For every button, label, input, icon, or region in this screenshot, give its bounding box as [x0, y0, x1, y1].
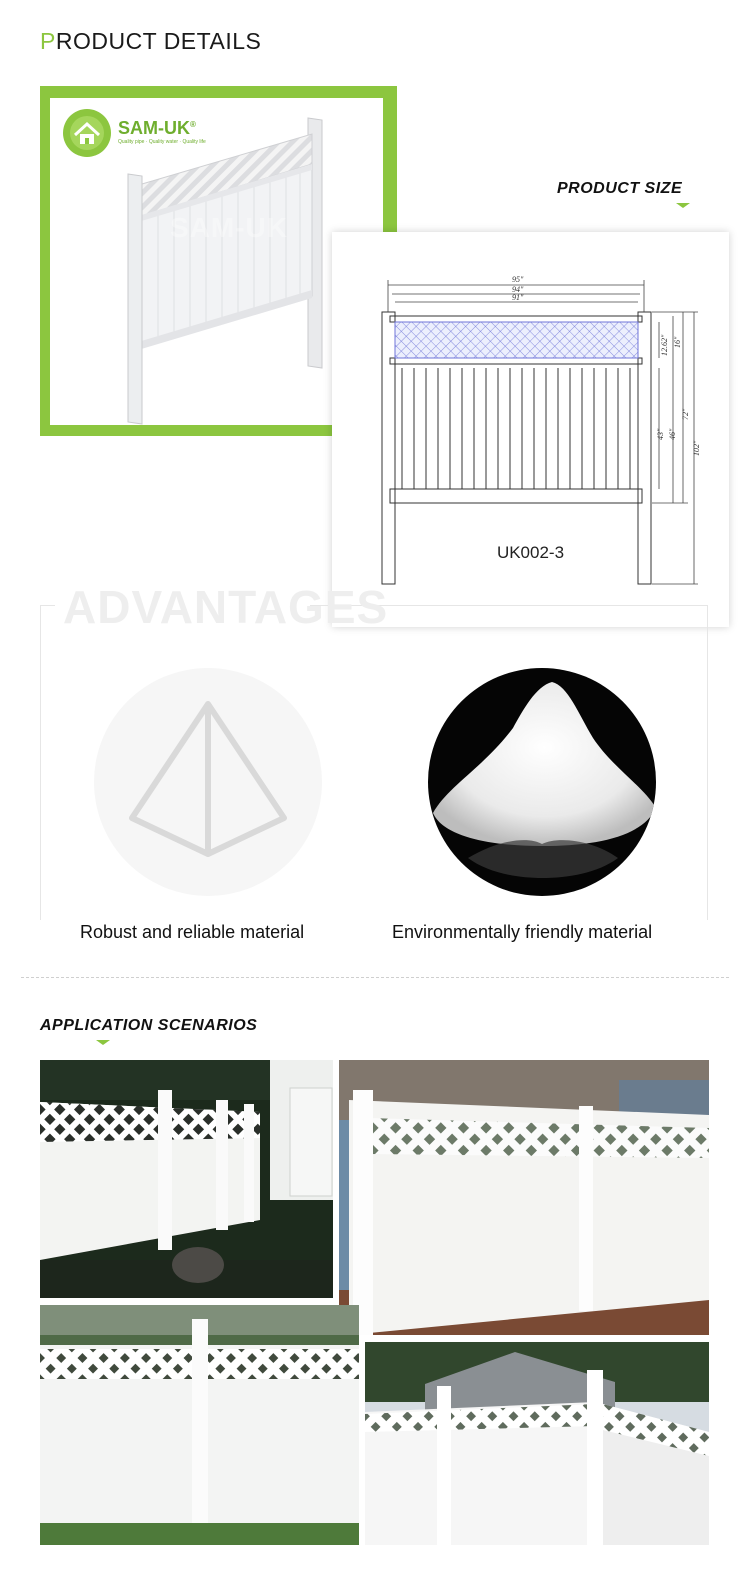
dim-post-height: 102"	[692, 440, 701, 456]
page-title-first-letter: P	[40, 28, 56, 54]
dim-section-height: 46"	[668, 428, 677, 440]
model-number: UK002-3	[496, 543, 565, 562]
product-size-title: PRODUCT SIZE	[557, 180, 683, 197]
dim-panel-height: 72"	[681, 408, 690, 420]
chevron-down-icon	[96, 1040, 110, 1045]
brand-logo-mark	[62, 108, 112, 163]
advantages-title: ADVANTAGES	[63, 581, 389, 633]
pyramid-icon	[94, 668, 322, 896]
chevron-down-icon	[676, 203, 690, 208]
fence-dimension-drawing	[332, 232, 729, 627]
application-photo-1	[40, 1060, 333, 1298]
application-photo-2	[339, 1060, 709, 1335]
dim-overall-width: 95"	[512, 275, 524, 284]
eco-material-caption: Environmentally friendly material	[392, 922, 653, 942]
robust-material-caption: Robust and reliable material	[80, 922, 305, 942]
application-photo-4	[365, 1342, 709, 1545]
dim-rail-width: 94"	[512, 285, 524, 294]
image-watermark: SAM-UK	[170, 212, 288, 243]
page-title-rest: RODUCT DETAILS	[55, 28, 262, 54]
section-divider	[21, 977, 729, 978]
robust-material-badge	[94, 668, 322, 896]
dim-panel-width: 91"	[512, 293, 524, 302]
dim-lattice-height: 12.62"	[660, 334, 669, 356]
dim-top-section: 16"	[673, 336, 682, 348]
dim-picket-height: 43"	[656, 428, 665, 440]
brand-name-text: SAM-UK	[118, 118, 190, 138]
eco-material-image	[428, 668, 656, 896]
brand-tagline: Quality pipe · Quality water · Quality life	[118, 139, 206, 145]
application-title: APPLICATION SCENARIOS	[40, 1017, 258, 1034]
house-leaf-icon	[62, 108, 112, 158]
application-photo-3	[40, 1305, 359, 1545]
technical-drawing-card	[332, 232, 729, 627]
registered-mark: ®	[190, 120, 196, 129]
brand-name	[118, 118, 196, 139]
page-title	[40, 28, 261, 55]
white-powder-image	[428, 668, 656, 896]
